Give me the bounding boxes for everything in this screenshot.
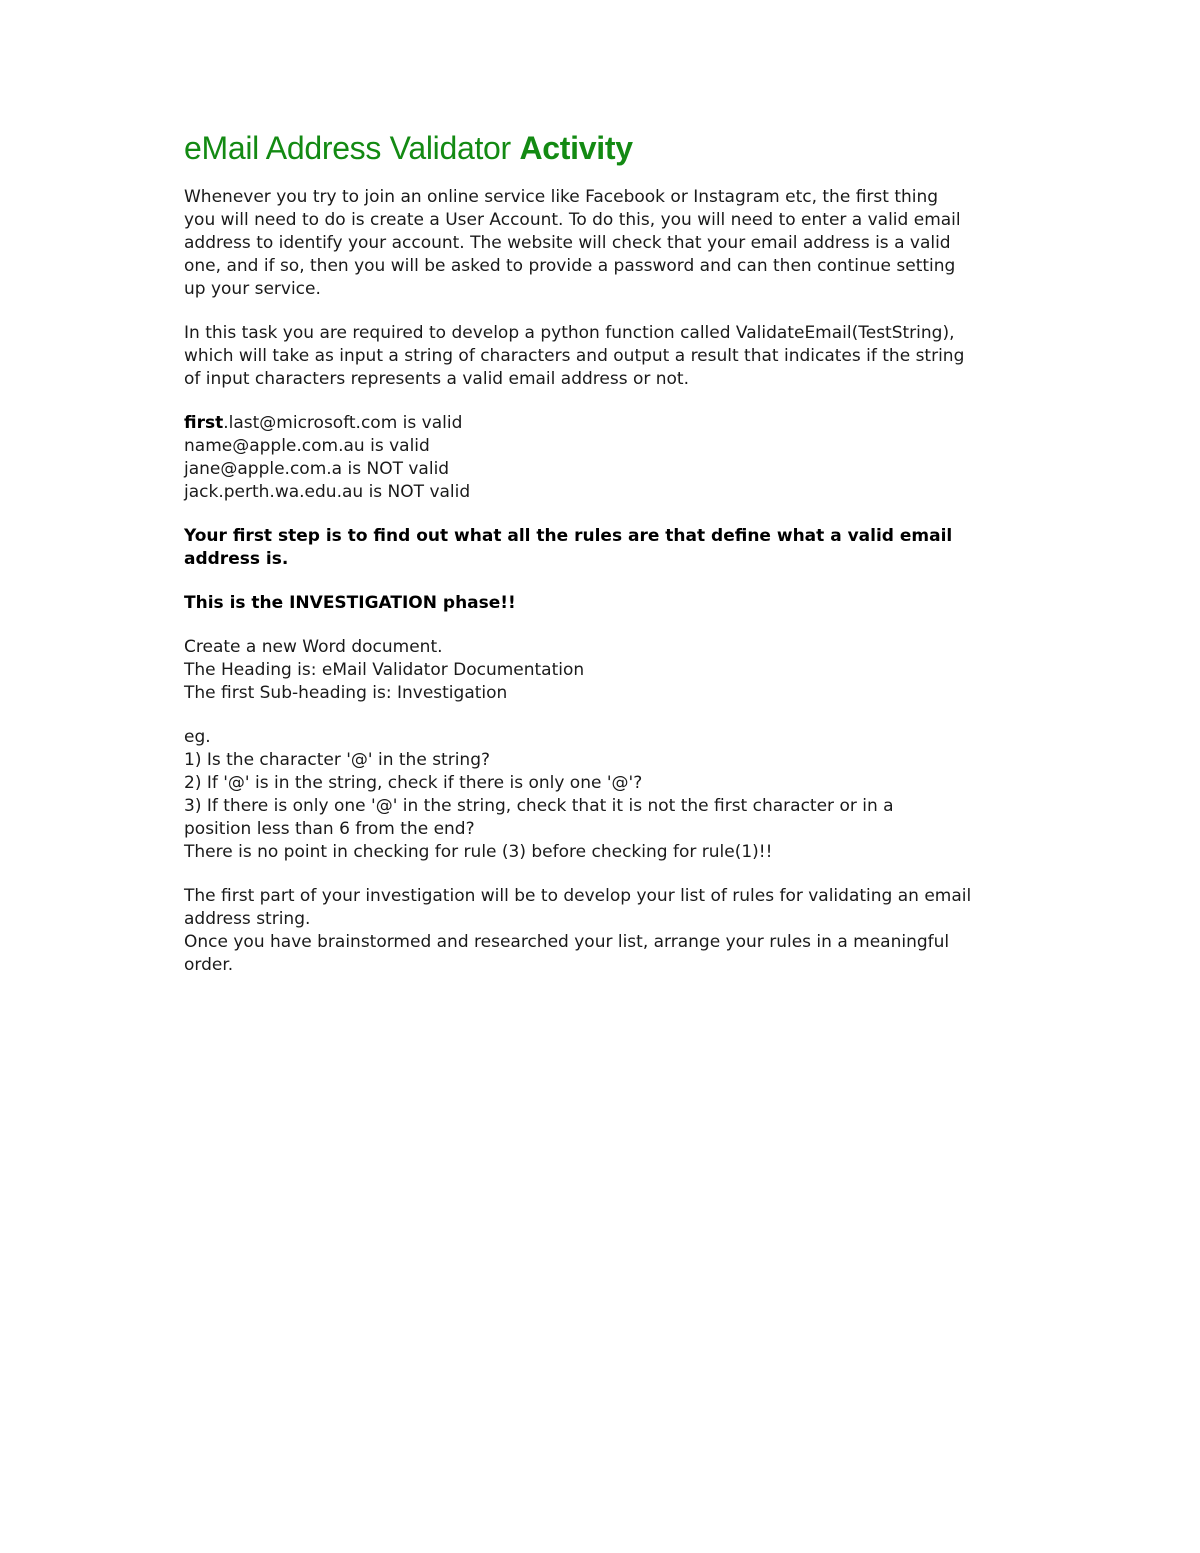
example-address: jane@apple.com.a — [184, 459, 343, 479]
closing-line: The first part of your investigation will be to develop your list of rules for validating an email — [184, 886, 972, 906]
eg-paragraph — [184, 726, 1064, 864]
task-line: of input characters represents a valid email address or not. — [184, 369, 690, 389]
document-title — [184, 128, 1064, 168]
investigation-phase-text: This is the INVESTIGATION phase!! — [184, 593, 516, 613]
intro-paragraph — [184, 186, 1064, 301]
first-step-line: Your first step is to find out what all the rules are that define what a valid email — [184, 526, 953, 546]
example-bold-part: first — [184, 413, 224, 433]
closing-line: Once you have brainstormed and researched your list, arrange your rules in a meaningful — [184, 932, 950, 952]
eg-line: position less than 6 from the end? — [184, 819, 475, 839]
eg-line: There is no point in checking for rule (3) before checking for rule(1)!! — [184, 842, 773, 862]
intro-line: up your service. — [184, 279, 321, 299]
example-line — [184, 412, 1064, 435]
example-line — [184, 481, 1064, 504]
intro-line: address to identify your account. The website will check that your email address is a valid — [184, 233, 951, 253]
first-step-line: address is. — [184, 549, 289, 569]
intro-line: you will need to do is create a User Account. To do this, you will need to enter a valid email — [184, 210, 961, 230]
first-step-paragraph — [184, 525, 1064, 571]
example-verdict: is valid — [364, 436, 430, 456]
eg-line: eg. — [184, 727, 211, 747]
eg-line: 2) If '@' is in the string, check if there is only one '@'? — [184, 773, 643, 793]
email-examples — [184, 412, 1064, 504]
task-paragraph — [184, 322, 1064, 391]
instructions-paragraph — [184, 636, 1064, 705]
investigation-phase-heading — [184, 592, 1064, 615]
intro-line: one, and if so, then you will be asked to provide a password and can then continue setting — [184, 256, 956, 276]
example-verdict: is NOT valid — [342, 459, 450, 479]
task-line: In this task you are required to develop a python function called ValidateEmail(TestString), — [184, 323, 955, 343]
instruction-line: The first Sub-heading is: Investigation — [184, 683, 508, 703]
eg-line: 3) If there is only one '@' in the string, check that it is not the first character or in a — [184, 796, 894, 816]
instruction-line: The Heading is: eMail Validator Documentation — [184, 660, 585, 680]
example-address: jack.perth.wa.edu.au — [184, 482, 364, 502]
eg-line: 1) Is the character '@' in the string? — [184, 750, 491, 770]
closing-line: address string. — [184, 909, 311, 929]
example-address: .last@microsoft.com — [223, 413, 398, 433]
title-bold: Activity — [519, 130, 633, 166]
task-line: which will take as input a string of characters and output a result that indicates if the string — [184, 346, 965, 366]
example-verdict: is NOT valid — [363, 482, 471, 502]
title-regular: eMail Address Validator — [184, 130, 520, 166]
instruction-line: Create a new Word document. — [184, 637, 443, 657]
closing-paragraph — [184, 885, 1064, 977]
document-body — [184, 128, 1064, 998]
example-line — [184, 458, 1064, 481]
intro-line: Whenever you try to join an online service like Facebook or Instagram etc, the first thing — [184, 187, 939, 207]
example-address: name@apple.com.au — [184, 436, 365, 456]
closing-line: order. — [184, 955, 234, 975]
example-line — [184, 435, 1064, 458]
example-verdict: is valid — [397, 413, 463, 433]
